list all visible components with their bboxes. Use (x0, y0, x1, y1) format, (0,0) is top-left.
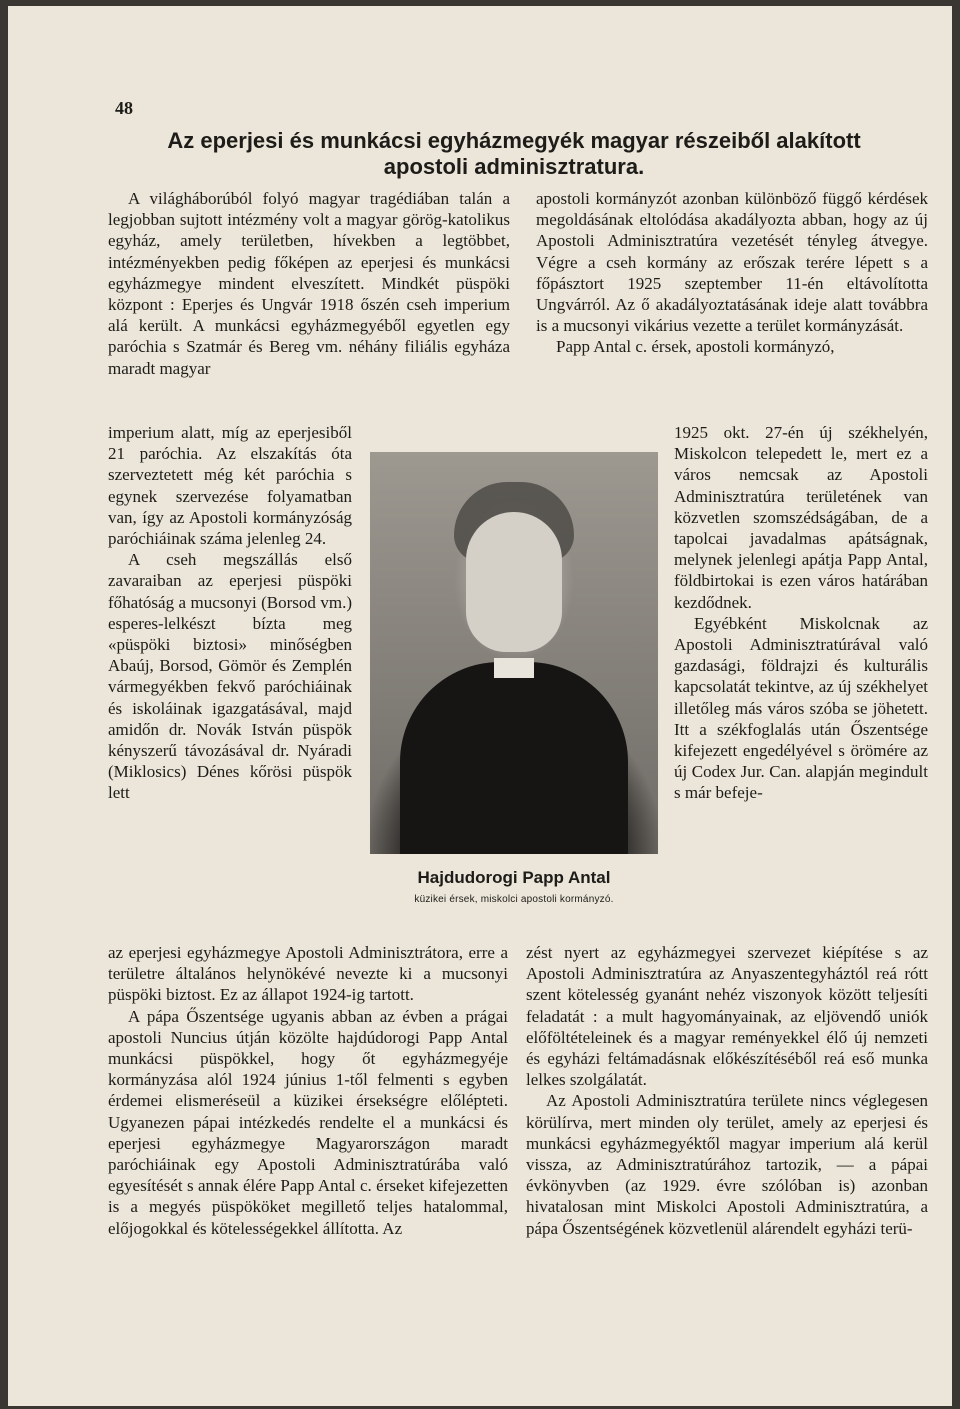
paragraph: Papp Antal c. érsek, apostoli kormányzó, (556, 337, 835, 357)
paragraph: Egyébként Miskolcnak az Apostoli Adminisztratúrával való gazdasági, földrajzi és kulturális kapcsolatát tekintve, az új székhelyet illetőleg más város szóba se jöhetett. Itt a székfoglalás után Őszentsége kifejezett engedélyével s örömére az új Codex Jur. Can. alapján megindult s már befeje- (674, 613, 928, 803)
photo-caption-title: küzikei érsek, miskolci apostoli kormányzó. (414, 894, 614, 905)
paragraph: imperium alatt, míg az eperjesiből 21 paróchia. Az elszakítás óta szerveztetett még két paróchia s egynek szervezése folyamatban van, így az Apostoli kormányzóság paróchiáinak száma jelenleg 24. (108, 423, 352, 549)
left-column-bottom (108, 942, 508, 1239)
article-heading (104, 128, 924, 180)
paragraph: A világháborúból folyó magyar tragédiában talán a legjobban sujtott intézmény volt a magyar görög-katolikus egyház, amely területben, hívekben a legtöbbet, intézményekben pedig főképen az eperjesi és munkácsi egyházmegye mindent elveszített. Mindkét püspöki központ : Eperjes és Ungvár 1918 őszén cseh imperium alá került. A munkácsi egyházmegyéből egyetlen egy paróchia s Szatmár és Bereg vm. néhány filiális egyháza maradt magyar (108, 189, 510, 378)
paragraph: 1925 okt. 27-én új székhelyén, Miskolcon telepedett le, mert ez a város nemcsak az Apostoli Adminisztratúra területének van közvetlen szomszédságában, de a tapolcai javadalmas apátságnak, melynek jelenlegi apátja Papp Antal, földbirtokai is ezen város határában kezdődnek. (674, 423, 928, 612)
right-column-middle (674, 422, 928, 804)
left-column-top (108, 188, 510, 379)
right-column-bottom (526, 942, 928, 1239)
portrait-face (466, 512, 562, 652)
right-column-top (536, 188, 928, 358)
paragraph: Az Apostoli Adminisztratúra területe nincs véglegesen körülírva, mert minden oly terület, amely az eperjesi és munkácsi egyházmegyéktől magyar imperium alá kerül vissza, az Adminisztratúrához tartozik, — a pápai évkönyvben (az 1929. évre szólóban is) azonban hivatalosan mint Miskolci Apostoli Adminisztratúra, a pápa Őszentségének közvetlenül alárendelt egyházi terü- (526, 1091, 928, 1238)
portrait-photo (370, 452, 658, 854)
portrait-robe (400, 662, 628, 854)
paragraph: apostoli kormányzót azonban különböző függő kérdések megoldásának eltolódása akadályozta abban, hogy az új Apostoli Adminisztratúra vezetését tényleg átvegye. Végre a cseh kormány az erőszak terére lépett s a főpásztort 1925 szeptember 11-én eltávolította Ungvárról. Az ő akadályoztatásának ideje alatt továbbra is a mucsonyi vikárius vezette a terület kormányzását. (536, 189, 928, 336)
paragraph: zést nyert az egyházmegyei szervezet kiépítése s az Apostoli Adminisztratúra az Anyaszentegyháztól reá rótt szent kötelesség gyanánt nehéz viszonyok között teljesíti feladatát : a mult hagyományainak, az eljövendő uniók előföltételeinek és a magyar reményekkel élő új nemzeti és egyházi feltámadásnak előkészítéséből reá eső munka lelkes szolgálatát. (526, 943, 928, 1090)
paragraph: A cseh megszállás első zavaraiban az eperjesi püspöki főhatóság a mucsonyi (Borsod vm.) esperes-lelkészt bízta meg «püspöki biztosi» minőségben Abaúj, Borsod, Gömör és Zemplén vármegyékben fekvő paróchiáinak és iskoláinak igazgatásával, majd amidőn dr. Novák István püspök kényszerű távozásával dr. Nyáradi (Miklosics) Dénes kőrösi püspök lett (108, 550, 352, 803)
book-page (8, 6, 952, 1406)
left-column-middle (108, 422, 352, 804)
photo-caption-name: Hajdudorogi Papp Antal (417, 868, 611, 887)
paragraph: A pápa Őszentsége ugyanis abban az évben a prágai apostoli Nuncius útján közölte hajdúdorogi Papp Antal munkácsi püspökkel, hogy őt egyházmegyéje kormányzása alól 1924 június 1-től felmenti s egyben érdemei elismeréseül a küzikei érsekségre előlépteti. Ugyanezen pápai intézkedés rendelte el a munkácsi és eperjesi egyházmegye Magyarországon maradt paróchiáinak egy Apostoli Adminisztratúrába való egyesítését s annak élére Papp Antal c. érseket kifejezetten is a megyés püspököket megillető teljes hatalommal, előjogokkal és kötelességekkel állította. Az (108, 1006, 508, 1238)
paragraph: az eperjesi egyházmegye Apostoli Adminisztrátora, erre a területre általános helynökévé nevezte ki a mucsonyi püspöki biztost. Ez az állapot 1924-ig tartott. (108, 943, 508, 1005)
page-number: 48 (115, 98, 133, 118)
heading-line-2: apostoli adminisztratura. (383, 154, 645, 179)
portrait-collar (494, 658, 534, 678)
heading-line-1: Az eperjesi és munkácsi egyházmegyék magyar részeiből alakított (167, 128, 861, 153)
